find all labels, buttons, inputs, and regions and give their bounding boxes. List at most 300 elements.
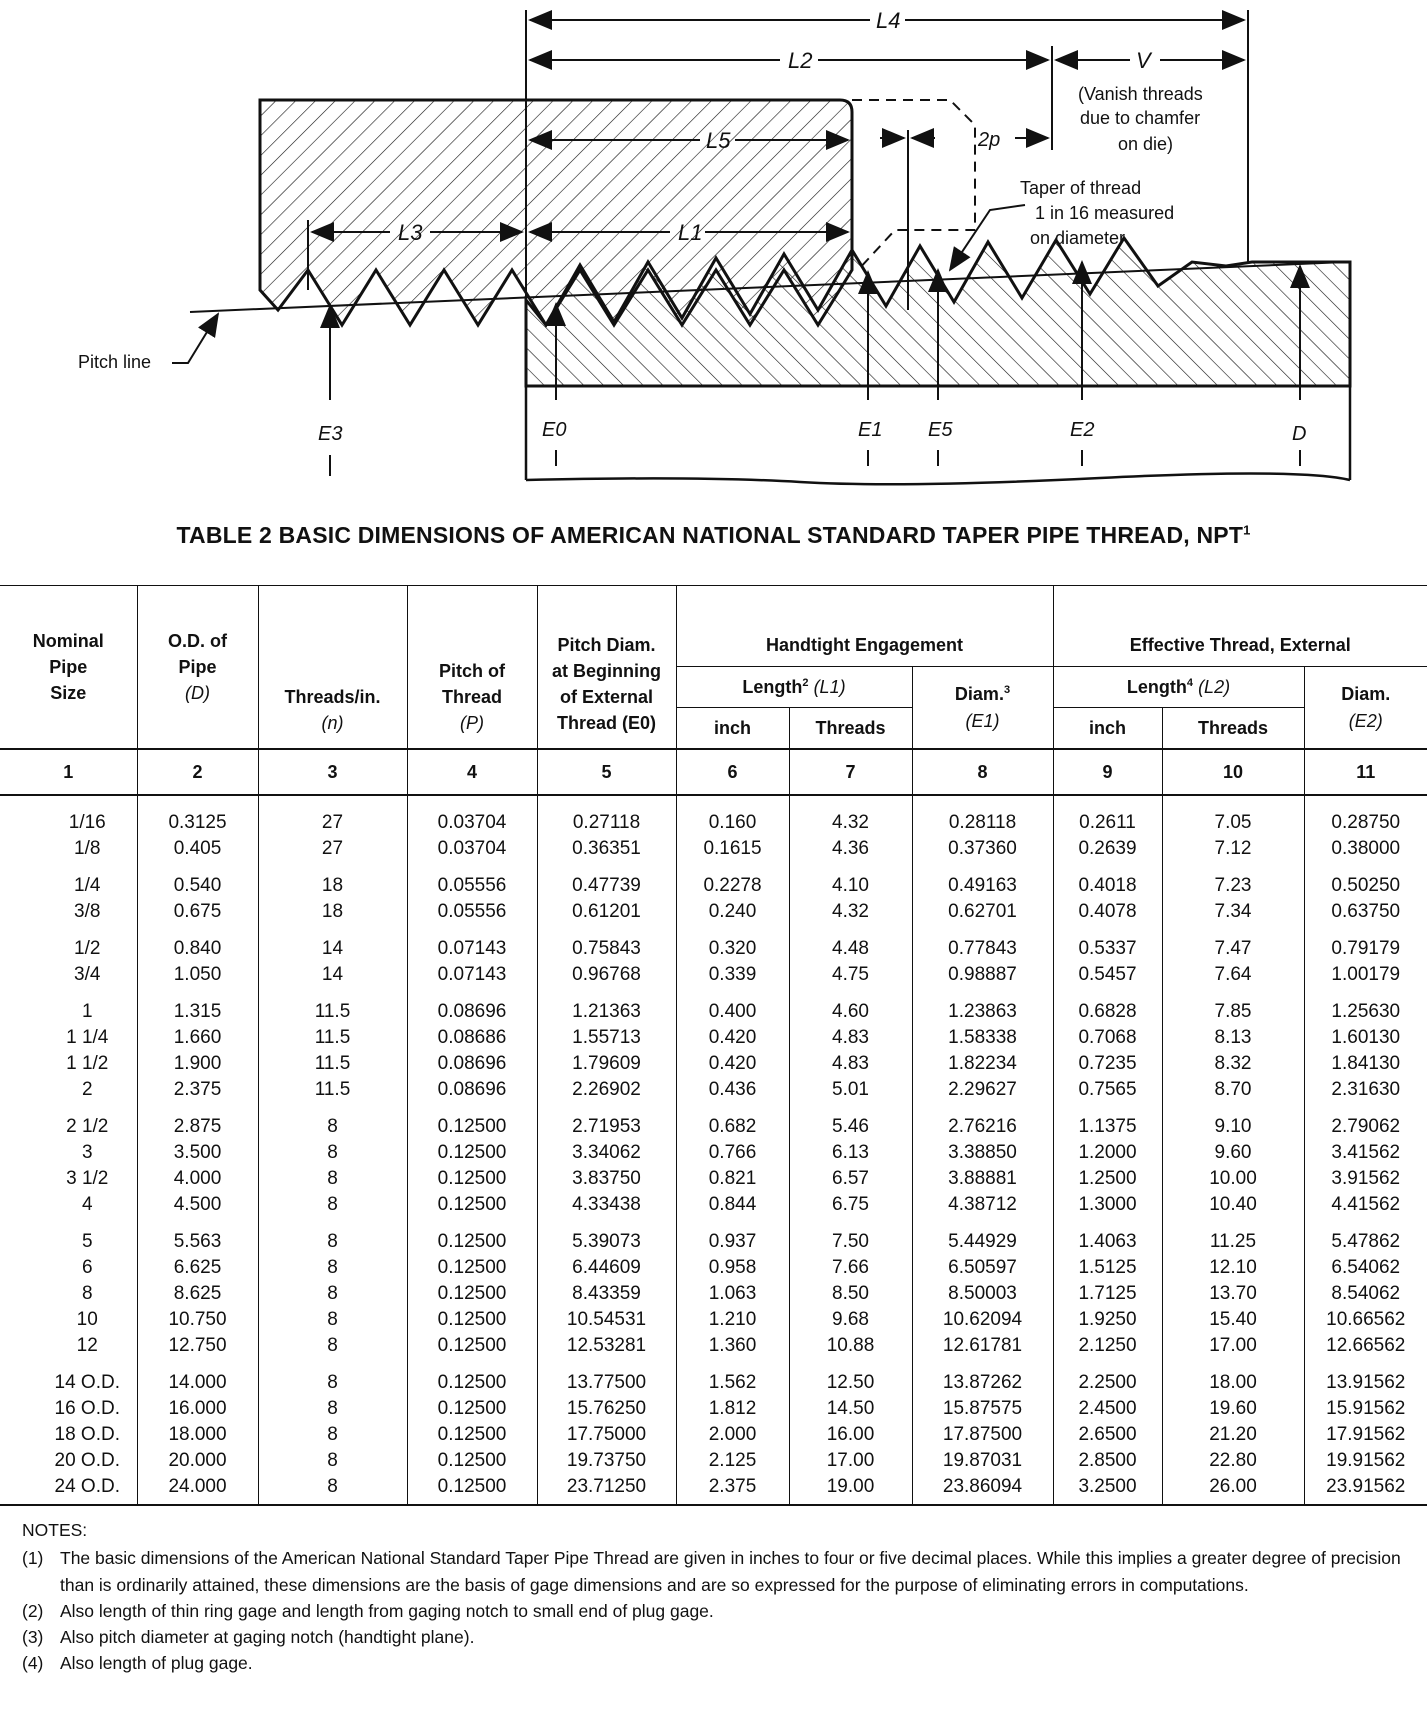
- table-row: [0, 1025, 1427, 1051]
- cell-od: 8.625: [137, 1281, 258, 1307]
- cell-l1-inch: 0.682: [676, 1103, 789, 1140]
- cell-threads: 8: [258, 1359, 407, 1396]
- npt-dimensions-table: [0, 585, 1427, 1506]
- cell-e0: 3.34062: [537, 1140, 676, 1166]
- cell-od: 10.750: [137, 1307, 258, 1333]
- cell-l2-inch: 2.4500: [1053, 1396, 1162, 1422]
- header-pitch: Pitch of Thread (P): [407, 586, 537, 750]
- cell-size: 3 1/2: [66, 1168, 109, 1189]
- header-l2-threads: Threads: [1162, 708, 1304, 750]
- cell-size: 24 O.D.: [0, 1474, 137, 1505]
- cell-pitch: 0.07143: [407, 962, 537, 988]
- cell-od: 20.000: [137, 1448, 258, 1474]
- col-number: 10: [1162, 749, 1304, 795]
- note-item: (2) Also length of thin ring gage and length from gaging notch to small end of plug gage.: [22, 1600, 714, 1621]
- cell-e1: 2.29627: [912, 1077, 1053, 1103]
- cell-e0: 1.79609: [537, 1051, 676, 1077]
- cell-e1: 13.87262: [912, 1359, 1053, 1396]
- cell-e1: 1.58338: [912, 1025, 1053, 1051]
- cell-size: 1/4: [74, 875, 101, 896]
- header-od: O.D. of Pipe (D): [137, 586, 258, 750]
- table-row: [0, 899, 1427, 925]
- cell-e0: 0.61201: [537, 899, 676, 925]
- cell-l2-threads: 21.20: [1162, 1422, 1304, 1448]
- label-D: D: [1292, 423, 1307, 445]
- cell-l1-threads: 10.88: [789, 1333, 912, 1359]
- cell-od: 2.875: [137, 1103, 258, 1140]
- cell-l1-inch: 2.125: [676, 1448, 789, 1474]
- cell-l2-inch: 1.2500: [1053, 1166, 1162, 1192]
- cell-e1: 15.87575: [912, 1396, 1053, 1422]
- cell-od: 2.375: [137, 1077, 258, 1103]
- cell-e1: 0.49163: [912, 862, 1053, 899]
- cell-pitch: 0.12500: [407, 1192, 537, 1218]
- cell-l1-threads: 4.32: [789, 899, 912, 925]
- cell-l1-inch: 1.812: [676, 1396, 789, 1422]
- header-handtight-engagement: Handtight Engagement: [676, 586, 1053, 667]
- cell-e1: 8.50003: [912, 1281, 1053, 1307]
- header-l2-inch: inch: [1053, 708, 1162, 750]
- taper-note-1: Taper of thread: [1020, 178, 1142, 198]
- label-2p: 2p: [978, 129, 1001, 151]
- cell-l1-threads: 4.75: [789, 962, 912, 988]
- cell-threads: 8: [258, 1448, 407, 1474]
- cell-l1-inch: 0.339: [676, 962, 789, 988]
- cell-pitch: 0.08696: [407, 1051, 537, 1077]
- cell-e0: 23.71250: [537, 1474, 676, 1505]
- header-length-l1: Length$^2$ (L1): [676, 667, 912, 708]
- cell-od: 24.000: [137, 1474, 258, 1505]
- cell-od: 0.840: [137, 925, 258, 962]
- cell-size: 3: [81, 1142, 93, 1163]
- cell-od: 1.315: [137, 988, 258, 1025]
- cell-threads: 8: [258, 1396, 407, 1422]
- cell-e2: 17.91562: [1304, 1422, 1427, 1448]
- cell-threads: 8: [258, 1255, 407, 1281]
- cell-size: 18 O.D.: [54, 1424, 120, 1445]
- cell-l2-inch: 1.4063: [1053, 1218, 1162, 1255]
- cell-pitch: 0.05556: [407, 862, 537, 899]
- label-E1: E1: [858, 419, 883, 441]
- cell-l2-inch: 0.7565: [1053, 1077, 1162, 1103]
- label-E5: E5: [928, 419, 953, 441]
- header-effective-thread: Effective Thread, External: [1053, 586, 1427, 667]
- cell-threads: 11.5: [258, 988, 407, 1025]
- cell-e2: 5.47862: [1304, 1218, 1427, 1255]
- cell-pitch: 0.05556: [407, 899, 537, 925]
- cell-e0: 0.27118: [537, 795, 676, 836]
- cell-od: 1.660: [137, 1025, 258, 1051]
- cell-size: 20 O.D.: [54, 1450, 120, 1471]
- header-l1-inch: inch: [676, 708, 789, 750]
- col-number: 4: [407, 749, 537, 795]
- cell-l2-threads: 15.40: [1162, 1307, 1304, 1333]
- table-title: TABLE 2 BASIC DIMENSIONS OF AMERICAN NATIONAL STANDARD TAPER PIPE THREAD, NPT$^1$: [176, 522, 1251, 548]
- cell-pitch: 0.12500: [407, 1422, 537, 1448]
- cell-threads: 11.5: [258, 1051, 407, 1077]
- cell-e0: 1.55713: [537, 1025, 676, 1051]
- cell-e2: 0.63750: [1304, 899, 1427, 925]
- note-item: (1) The basic dimensions of the American National Standard Taper Pipe Thread are given in inches to four or five decimal places. While this implies a greater degree of precision than is ordinarily attained, these dimensions are the basis of gage dimensions and are so expressed for the purpose of eliminating errors in computations.: [22, 1548, 1401, 1595]
- table-row: [0, 925, 1427, 962]
- cell-size: 14 O.D.: [54, 1372, 120, 1393]
- cell-pitch: 0.07143: [407, 925, 537, 962]
- cell-l1-inch: 0.844: [676, 1192, 789, 1218]
- cell-pitch: 0.08696: [407, 1077, 537, 1103]
- cell-threads: 14: [258, 925, 407, 962]
- cell-size: 8: [81, 1283, 93, 1304]
- cell-l1-inch: 1.360: [676, 1333, 789, 1359]
- table-row: [0, 1396, 1427, 1422]
- col-number: 11: [1304, 749, 1427, 795]
- cell-pitch: 0.12500: [407, 1448, 537, 1474]
- cell-l1-threads: 5.46: [789, 1103, 912, 1140]
- cell-size: 10: [76, 1309, 98, 1330]
- label-L3: L3: [398, 220, 423, 245]
- label-L2: L2: [788, 48, 813, 73]
- cell-size: 3/4: [74, 964, 101, 985]
- cell-od: 1.050: [137, 962, 258, 988]
- cell-l2-inch: 0.6828: [1053, 988, 1162, 1025]
- table-row: [0, 1140, 1427, 1166]
- vanish-note-3: on die): [1118, 134, 1174, 154]
- cell-l2-threads: 22.80: [1162, 1448, 1304, 1474]
- cell-threads: 8: [258, 1218, 407, 1255]
- notes-title: NOTES:: [22, 1520, 88, 1540]
- cell-pitch: 0.12500: [407, 1255, 537, 1281]
- cell-l1-inch: 0.1615: [676, 836, 789, 862]
- cell-e1: 17.87500: [912, 1422, 1053, 1448]
- cell-e1: 12.61781: [912, 1333, 1053, 1359]
- cell-size: 1/16: [68, 812, 106, 833]
- col-number: 6: [676, 749, 789, 795]
- cell-l1-inch: 0.436: [676, 1077, 789, 1103]
- col-number: 2: [137, 749, 258, 795]
- cell-size: 5: [81, 1231, 93, 1252]
- cell-l1-inch: 2.000: [676, 1422, 789, 1448]
- cell-l2-inch: 3.2500: [1053, 1474, 1162, 1505]
- cell-threads: 8: [258, 1333, 407, 1359]
- cell-e0: 4.33438: [537, 1192, 676, 1218]
- cell-e1: 23.86094: [912, 1474, 1053, 1505]
- cell-e2: 0.38000: [1304, 836, 1427, 862]
- cell-l1-inch: 0.160: [676, 795, 789, 836]
- cell-threads: 8: [258, 1140, 407, 1166]
- cell-l1-threads: 7.50: [789, 1218, 912, 1255]
- cell-size: 16 O.D.: [54, 1398, 120, 1419]
- cell-l2-threads: 10.40: [1162, 1192, 1304, 1218]
- cell-l1-inch: 0.400: [676, 988, 789, 1025]
- cell-l1-threads: 4.60: [789, 988, 912, 1025]
- cell-threads: 11.5: [258, 1077, 407, 1103]
- cell-pitch: 0.08686: [407, 1025, 537, 1051]
- cell-threads: 27: [258, 795, 407, 836]
- cell-l1-threads: 12.50: [789, 1359, 912, 1396]
- cell-threads: 27: [258, 836, 407, 862]
- col-number: 1: [0, 749, 137, 795]
- taper-note-2: 1 in 16 measured: [1035, 203, 1175, 223]
- label-E3: E3: [318, 423, 343, 445]
- cell-e1: 4.38712: [912, 1192, 1053, 1218]
- cell-l1-inch: 1.562: [676, 1359, 789, 1396]
- cell-e1: 5.44929: [912, 1218, 1053, 1255]
- cell-l1-threads: 9.68: [789, 1307, 912, 1333]
- cell-threads: 8: [258, 1166, 407, 1192]
- cell-l2-threads: 8.70: [1162, 1077, 1304, 1103]
- cell-e1: 0.98887: [912, 962, 1053, 988]
- cell-e2: 1.84130: [1304, 1051, 1427, 1077]
- col-number: 5: [537, 749, 676, 795]
- cell-od: 4.000: [137, 1166, 258, 1192]
- cell-pitch: 0.12500: [407, 1333, 537, 1359]
- cell-l2-inch: 0.4078: [1053, 899, 1162, 925]
- cell-pitch: 0.12500: [407, 1218, 537, 1255]
- cell-l1-threads: 4.10: [789, 862, 912, 899]
- cell-od: 4.500: [137, 1192, 258, 1218]
- cell-od: 5.563: [137, 1218, 258, 1255]
- cell-threads: 18: [258, 899, 407, 925]
- cell-pitch: 0.12500: [407, 1281, 537, 1307]
- table-row: [0, 1051, 1427, 1077]
- cell-e2: 0.28750: [1304, 795, 1427, 836]
- cell-l2-inch: 1.5125: [1053, 1255, 1162, 1281]
- table-row: [0, 1333, 1427, 1359]
- cell-e0: 12.53281: [537, 1333, 676, 1359]
- cell-e2: 2.31630: [1304, 1077, 1427, 1103]
- taper-note-3: on diameter: [1030, 228, 1126, 248]
- cell-l2-threads: 17.00: [1162, 1333, 1304, 1359]
- cell-l2-threads: 13.70: [1162, 1281, 1304, 1307]
- cell-l1-inch: 0.958: [676, 1255, 789, 1281]
- table-row: [0, 795, 1427, 836]
- cell-od: 12.750: [137, 1333, 258, 1359]
- cell-l1-inch: 0.420: [676, 1025, 789, 1051]
- cell-e0: 5.39073: [537, 1218, 676, 1255]
- cell-e2: 2.79062: [1304, 1103, 1427, 1140]
- cell-pitch: 0.12500: [407, 1140, 537, 1166]
- cell-l1-threads: 4.48: [789, 925, 912, 962]
- cell-e2: 12.66562: [1304, 1333, 1427, 1359]
- cell-l2-inch: 0.5457: [1053, 962, 1162, 988]
- label-L4: L4: [876, 8, 901, 33]
- cell-l1-threads: 5.01: [789, 1077, 912, 1103]
- cell-l2-threads: 8.13: [1162, 1025, 1304, 1051]
- cell-l1-threads: 8.50: [789, 1281, 912, 1307]
- cell-l2-threads: 10.00: [1162, 1166, 1304, 1192]
- cell-l2-inch: 1.9250: [1053, 1307, 1162, 1333]
- cell-l2-threads: 7.85: [1162, 988, 1304, 1025]
- cell-e0: 2.26902: [537, 1077, 676, 1103]
- header-diam-e1: Diam.$^3$ (E1): [912, 667, 1053, 750]
- table-row: [0, 1166, 1427, 1192]
- cell-l1-threads: 4.83: [789, 1051, 912, 1077]
- cell-e1: 0.37360: [912, 836, 1053, 862]
- cell-pitch: 0.03704: [407, 836, 537, 862]
- header-nominal-size: Nominal Pipe Size: [0, 586, 137, 750]
- cell-threads: 8: [258, 1422, 407, 1448]
- col-number: 8: [912, 749, 1053, 795]
- cell-l1-inch: 2.375: [676, 1474, 789, 1505]
- cell-pitch: 0.12500: [407, 1474, 537, 1505]
- cell-l1-inch: 0.937: [676, 1218, 789, 1255]
- cell-threads: 11.5: [258, 1025, 407, 1051]
- table-row: [0, 1192, 1427, 1218]
- cell-od: 0.675: [137, 899, 258, 925]
- cell-threads: 8: [258, 1281, 407, 1307]
- col-number: 7: [789, 749, 912, 795]
- cell-size: 1 1/4: [66, 1027, 109, 1048]
- cell-e0: 15.76250: [537, 1396, 676, 1422]
- table-row: [0, 1422, 1427, 1448]
- cell-od: 18.000: [137, 1422, 258, 1448]
- cell-l2-threads: 26.00: [1162, 1474, 1304, 1505]
- pitch-line-label: Pitch line: [78, 352, 152, 372]
- cell-e1: 10.62094: [912, 1307, 1053, 1333]
- vanish-note-1: (Vanish threads: [1078, 84, 1203, 104]
- cell-l2-inch: 0.2639: [1053, 836, 1162, 862]
- cell-l2-threads: 12.10: [1162, 1255, 1304, 1281]
- cell-threads: 8: [258, 1474, 407, 1505]
- cell-e2: 1.00179: [1304, 962, 1427, 988]
- note-item: (4) Also length of plug gage.: [22, 1653, 253, 1674]
- table-row: [0, 988, 1427, 1025]
- cell-e1: 3.88881: [912, 1166, 1053, 1192]
- cell-od: 6.625: [137, 1255, 258, 1281]
- table-row: [0, 1218, 1427, 1255]
- cell-l2-inch: 2.6500: [1053, 1422, 1162, 1448]
- cell-size: 4: [81, 1194, 93, 1215]
- cell-e1: 1.23863: [912, 988, 1053, 1025]
- cell-e0: 3.83750: [537, 1166, 676, 1192]
- cell-od: 14.000: [137, 1359, 258, 1396]
- cell-e0: 0.75843: [537, 925, 676, 962]
- cell-l2-inch: 1.1375: [1053, 1103, 1162, 1140]
- cell-l2-inch: 0.7068: [1053, 1025, 1162, 1051]
- table-row: [0, 1474, 1427, 1505]
- cell-l1-inch: 1.210: [676, 1307, 789, 1333]
- cell-l2-inch: 0.5337: [1053, 925, 1162, 962]
- cell-pitch: 0.12500: [407, 1307, 537, 1333]
- cell-od: 0.405: [137, 836, 258, 862]
- cell-threads: 8: [258, 1192, 407, 1218]
- col-number: 3: [258, 749, 407, 795]
- cell-e2: 10.66562: [1304, 1307, 1427, 1333]
- cell-e2: 6.54062: [1304, 1255, 1427, 1281]
- cell-l2-inch: 2.1250: [1053, 1333, 1162, 1359]
- table-row: [0, 1281, 1427, 1307]
- cell-e0: 0.36351: [537, 836, 676, 862]
- cell-e0: 19.73750: [537, 1448, 676, 1474]
- cell-e0: 8.43359: [537, 1281, 676, 1307]
- header-diam-e2: Diam. (E2): [1304, 667, 1427, 750]
- cell-od: 16.000: [137, 1396, 258, 1422]
- cell-threads: 14: [258, 962, 407, 988]
- cell-l1-inch: 0.766: [676, 1140, 789, 1166]
- cell-threads: 18: [258, 862, 407, 899]
- cell-e1: 6.50597: [912, 1255, 1053, 1281]
- cell-l1-threads: 7.66: [789, 1255, 912, 1281]
- cell-l1-inch: 0.821: [676, 1166, 789, 1192]
- cell-l1-inch: 1.063: [676, 1281, 789, 1307]
- cell-l2-inch: 2.8500: [1053, 1448, 1162, 1474]
- cell-size: 1/8: [74, 838, 101, 859]
- cell-l1-threads: 17.00: [789, 1448, 912, 1474]
- cell-l2-threads: 7.12: [1162, 836, 1304, 862]
- cell-e1: 0.28118: [912, 795, 1053, 836]
- cell-size: 1: [81, 1001, 93, 1022]
- header-threads-per-inch: Threads/in. (n): [258, 586, 407, 750]
- note-item: (3) Also pitch diameter at gaging notch (handtight plane).: [22, 1627, 475, 1647]
- cell-e2: 1.25630: [1304, 988, 1427, 1025]
- cell-size: 2 1/2: [66, 1116, 109, 1137]
- cell-od: 3.500: [137, 1140, 258, 1166]
- notes-section: [22, 1517, 1412, 1677]
- cell-e2: 3.41562: [1304, 1140, 1427, 1166]
- cell-e0: 6.44609: [537, 1255, 676, 1281]
- cell-pitch: 0.12500: [407, 1396, 537, 1422]
- cell-e1: 1.82234: [912, 1051, 1053, 1077]
- cell-size: 1 1/2: [66, 1053, 109, 1074]
- cell-od: 0.540: [137, 862, 258, 899]
- cell-pitch: 0.03704: [407, 795, 537, 836]
- cell-e2: 15.91562: [1304, 1396, 1427, 1422]
- label-E0: E0: [542, 419, 567, 441]
- cell-e2: 0.79179: [1304, 925, 1427, 962]
- cell-e0: 1.21363: [537, 988, 676, 1025]
- cell-l1-inch: 0.2278: [676, 862, 789, 899]
- table-row: [0, 1307, 1427, 1333]
- cell-e1: 2.76216: [912, 1103, 1053, 1140]
- label-V: V: [1136, 48, 1151, 73]
- cell-threads: 8: [258, 1103, 407, 1140]
- cell-l2-inch: 1.3000: [1053, 1192, 1162, 1218]
- cell-e1: 0.77843: [912, 925, 1053, 962]
- table-row: [0, 962, 1427, 988]
- cell-l2-threads: 9.60: [1162, 1140, 1304, 1166]
- cell-l2-inch: 0.2611: [1053, 795, 1162, 836]
- cell-e0: 17.75000: [537, 1422, 676, 1448]
- cell-l1-inch: 0.420: [676, 1051, 789, 1077]
- cell-e2: 8.54062: [1304, 1281, 1427, 1307]
- cell-e1: 0.62701: [912, 899, 1053, 925]
- label-E2: E2: [1070, 419, 1095, 441]
- cell-e0: 0.47739: [537, 862, 676, 899]
- cell-e0: 13.77500: [537, 1359, 676, 1396]
- cell-e2: 4.41562: [1304, 1192, 1427, 1218]
- cell-pitch: 0.12500: [407, 1359, 537, 1396]
- cell-l2-inch: 0.4018: [1053, 862, 1162, 899]
- cell-l2-threads: 11.25: [1162, 1218, 1304, 1255]
- cell-size: 3/8: [74, 901, 101, 922]
- header-l1-threads: Threads: [789, 708, 912, 750]
- label-L1: L1: [678, 220, 703, 245]
- cell-size: 12: [76, 1335, 98, 1356]
- cell-size: 6: [81, 1257, 93, 1278]
- table-row: [0, 836, 1427, 862]
- table-row: [0, 1448, 1427, 1474]
- cell-e1: 3.38850: [912, 1140, 1053, 1166]
- cell-l1-threads: 4.83: [789, 1025, 912, 1051]
- cell-l2-threads: 7.23: [1162, 862, 1304, 899]
- cell-l1-inch: 0.320: [676, 925, 789, 962]
- cell-pitch: 0.12500: [407, 1166, 537, 1192]
- cell-e0: 10.54531: [537, 1307, 676, 1333]
- table-row: [0, 1103, 1427, 1140]
- cell-l2-inch: 1.2000: [1053, 1140, 1162, 1166]
- cell-l1-threads: 19.00: [789, 1474, 912, 1505]
- cell-l1-inch: 0.240: [676, 899, 789, 925]
- cell-threads: 8: [258, 1307, 407, 1333]
